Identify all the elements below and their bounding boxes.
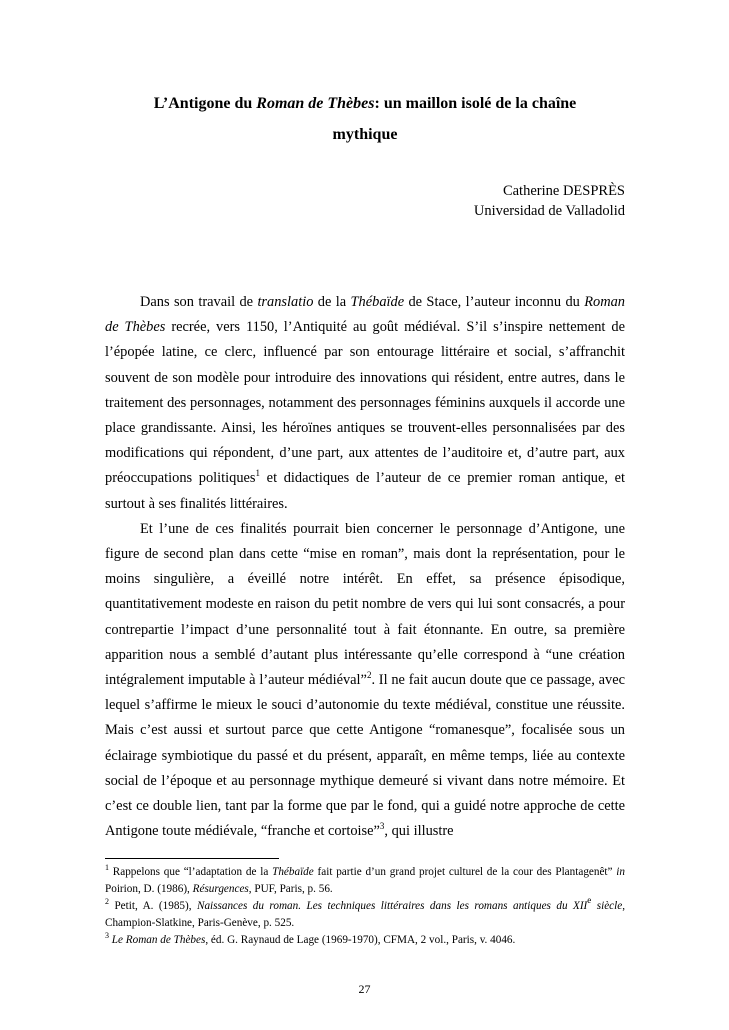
page-number: 27 [358,982,371,996]
footnote-number: 3 [105,931,109,940]
text-run: recrée, vers 1150, l’Antiquité au goût médiéval. S’il s’inspire nettement de l’épopée latine, ce clerc, influencé par son entourage littéraire et social, s’affranchit souvent de son modèle pour introduire des innovations qui résident, entre autres, dans le traitement des personnages, notamment des personnages féminins auxquels il accorde une place grandissante. Ainsi, les héroïnes antiques se trouvent-elles personnalisées par des modifications qui répondent, d’une part, aux attentes de l’auditoire et, d’autre part, aux préoccupations politiques [105,319,625,487]
text-run: de Stace, l’auteur inconnu du [404,294,585,310]
article-body [105,290,625,844]
footnotes [105,864,625,949]
title-italic-work: Roman de Thèbes [256,95,375,112]
text-run: , Champion-Slatkine, Paris-Genève, p. 525. [105,900,625,929]
text-run: Et l’une de ces finalités pourrait bien concerner le personnage d’Antigone, une figure de second plan dans cette “mise en roman”, mais dont la représentation, pour le moins singulière, a éveillé notre intérêt. En effet, sa présence épisodique, quantitativement modeste en raison du petit nombre de vers qui lui sont consacrés, a pour contrepartie l’impact d’une personnalité tout à fait étonnante. En outre, sa première apparition nous a semblé d’autant plus intéressante qu’elle correspond à “une création intégralement imputable à l’auteur médiéval” [105,520,625,689]
text-run: fait partie d’un grand projet culturel de la cour des Plantagenêt” [313,866,617,878]
title-text-part: : un maillon isolé de la chaîne [374,95,577,112]
footnote-separator [105,858,279,859]
title-line-1 [105,88,625,119]
article-title [105,88,625,150]
title-text-part: L’Antigone du [153,95,257,112]
text-run: , éd. G. Raynaud de Lage (1969-1970), CFMA, 2 vol., Paris, v. 4046. [205,934,516,946]
footnote-number: 2 [105,897,109,906]
body-paragraph-2 [105,517,625,845]
footnote-reference: 1 [255,468,261,479]
footnote-2 [105,895,625,932]
text-run: Rappelons que “l’adaptation de la [109,866,273,878]
text-run: . Il ne fait aucun doute que ce passage, avec lequel s’affirme le mieux le souci d’autonomie du texte médiéval, constitue une réussite. Mais c’est aussi et surtout parce que cette Antigone “romanesque”, focalisée sous un éclairage symbiotique du passé et du présent, apparaît, en même temps, liée au contexte social de l’époque et au personnage mythique demeuré si vivant dans notre mémoire. Et c’est ce double lien, tant par la forme que par le fond, qui a guidé notre approche de cette Antigone toute médiévale, “franche et cortoise” [105,672,625,840]
footnote-3 [105,932,625,949]
italic-term: translatio [257,294,314,310]
title-line-2: mythique [332,126,398,143]
italic-term: Naissances du roman. Les techniques littéraires dans les romans antiques du XII [197,900,588,912]
italic-term: Le Roman de Thèbes [109,934,206,946]
footnote-reference: 2 [366,670,372,681]
text-run: Dans son travail de [140,294,258,310]
body-paragraph-1 [105,290,625,517]
author-block [474,181,625,221]
text-run: , qui illustre [384,823,454,840]
text-run: et didactiques de l’auteur de ce premier roman antique, et surtout à ses finalités littéraires. [105,470,625,512]
italic-term: Roman de Thèbes [105,294,625,336]
century-superscript: e [587,895,592,905]
text-run: de la [313,294,351,310]
footnote-number: 1 [105,863,109,872]
italic-term: Thébaïde [272,866,314,878]
footnote-1 [105,864,625,898]
author-affiliation: Universidad de Valladolid [473,203,625,219]
italic-term: Thébaïde [350,294,405,310]
footnote-reference: 3 [379,821,385,832]
italic-term: siècle [591,900,623,912]
text-run: Petit, A. (1985), [109,900,197,912]
italic-term: Résurgences [192,883,249,895]
italic-term: in [616,866,625,878]
text-run: Poirion, D. (1986), [105,883,193,895]
text-run: , PUF, Paris, p. 56. [248,883,333,895]
author-name: Catherine DESPRÈS [502,183,625,199]
